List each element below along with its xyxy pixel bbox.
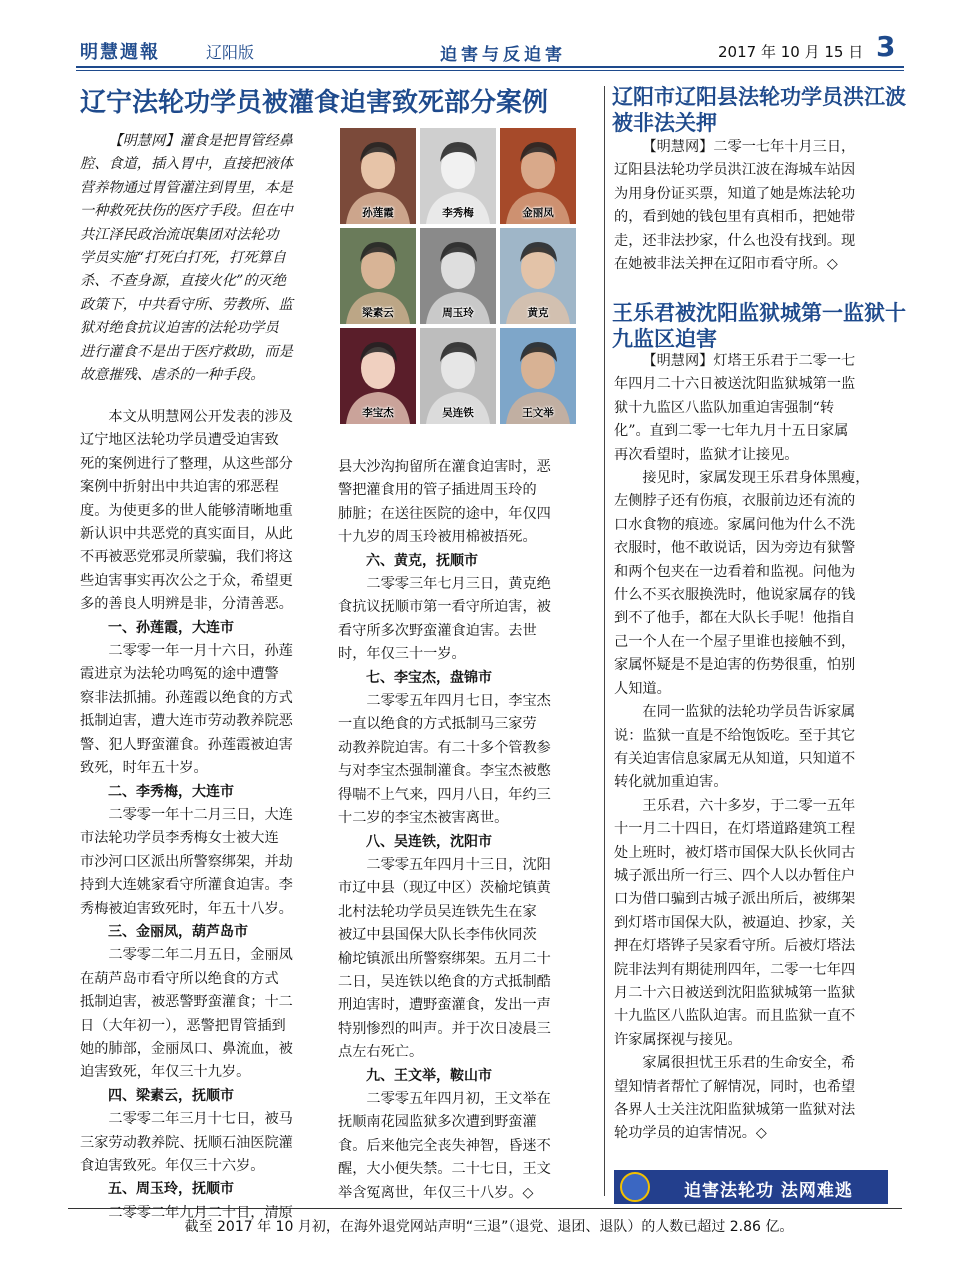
- text-line: 己一个人在一个屋子里谁也接触不到，: [614, 633, 856, 650]
- text-line: 月二十六日被送到沈阳监狱城第一监狱: [614, 984, 856, 1001]
- text-line: 再次看望时，监狱才让接见。: [614, 446, 799, 463]
- victim-portrait: [340, 328, 416, 424]
- text-line: 进行灌食不是出于医疗救助，而是: [80, 343, 293, 360]
- text-line: 举含冤离世，年仅三十八岁。◇: [338, 1184, 534, 1201]
- case-heading: 三、金丽凤，葫芦岛市: [108, 923, 248, 940]
- text-line: 抵制迫害，遭大连市劳动教养院恶: [80, 713, 293, 730]
- footer-notice: 截至 2017 年 10 月初，在海外退党网站声明“三退”（退党、退团、退队）的人数已超过 2.86 亿。: [184, 1219, 794, 1235]
- text-line: 城子派出所一行三、四个人以办暂住户: [614, 867, 856, 884]
- text-line: 一种救死扶伤的医疗手段。但在中: [80, 203, 293, 220]
- text-line: 在同一监狱的法轮功学员告诉家属: [642, 704, 856, 721]
- text-line: 说：监狱一直是不给饱饭吃。至于其它: [614, 727, 856, 744]
- victim-portrait: [500, 328, 576, 424]
- falun-emblem-icon: [620, 1172, 650, 1202]
- victim-portrait: [500, 228, 576, 324]
- text-line: 和两个包夹在一边看着和监视。问他为: [614, 563, 856, 580]
- text-line: 市辽中县（现辽中区）茨榆坨镇黄: [338, 880, 551, 897]
- text-line: 的，看到她的钱包里有真相币，把她带: [614, 209, 856, 226]
- text-line: 十二岁的李宝杰被害离世。: [338, 810, 509, 827]
- text-line: 肺脏；在送往医院的途中，年仅四: [338, 505, 551, 522]
- text-line: 故意摧残、虐杀的一种手段。: [80, 367, 265, 384]
- text-line: 死的案例进行了整理，从这些部分: [80, 455, 293, 472]
- right-article-2-body: [614, 350, 898, 1146]
- text-line: 年四月二十六日被送沈阳监狱城第一监: [614, 376, 856, 393]
- victim-portrait: [420, 228, 496, 324]
- text-line: 有关迫害信息家属无从知道，只知道不: [614, 750, 856, 767]
- text-line: 王乐君，六十多岁，于二零一五年: [642, 797, 856, 814]
- text-line: 得喘不上气来，四月八日，年约三: [338, 786, 551, 803]
- text-line: 迫害致死，年仅三十九岁。: [80, 1064, 251, 1081]
- text-line: 营养物通过胃管灌注到胃里，本是: [80, 179, 293, 196]
- section-title: 迫害与反迫害: [440, 45, 566, 65]
- text-line: 度。为使更多的世人能够清晰地重: [80, 502, 293, 519]
- text-line: 腔、食道，插入胃中，直接把液体: [80, 156, 293, 173]
- right-article-1-body: [614, 136, 898, 276]
- text-line: 三家劳动教养院、抚顺石油医院灌: [80, 1134, 293, 1151]
- page-number: 3: [876, 30, 896, 63]
- text-line: 到灯塔市国保大队，被逼迫、抄家，关: [614, 914, 856, 931]
- article-paragraph: [614, 350, 898, 467]
- text-line: 押在灯塔铧子吴家看守所。后被灯塔法: [614, 938, 856, 955]
- article-paragraph: [614, 467, 898, 701]
- text-line: 日（大年初一），恶警把胃管插到: [80, 1017, 286, 1034]
- text-line: 警把灌食用的管子插进周玉玲的: [338, 482, 537, 499]
- text-line: 二零零一年一月十六日，孙莲: [108, 643, 293, 660]
- intro-paragraph: [80, 130, 335, 387]
- text-line: 二零零二年三月十七日，被马: [108, 1111, 293, 1128]
- main-article-column-1: [80, 406, 324, 1225]
- issue-date: 2017 年 10 月 15 日: [718, 43, 864, 61]
- text-line: 秀梅被迫害致死时，年五十八岁。: [80, 900, 293, 917]
- portrait-caption: 孙莲霞: [362, 207, 394, 219]
- text-line: 一直以绝食的方式抵制马三家劳: [338, 716, 537, 733]
- text-line: 看守所多次野蛮灌食迫害。去世: [338, 622, 537, 639]
- case-heading: 八、吴连铁，沈阳市: [366, 833, 492, 850]
- case-heading: 六、黄克，抚顺市: [366, 552, 478, 569]
- article-paragraph: [614, 795, 898, 1052]
- text-line: 口水食物的痕迹。家属问他为什么不洗: [614, 516, 856, 533]
- portrait-caption: 金丽凤: [522, 207, 554, 219]
- victim-photo-grid: [340, 128, 578, 432]
- portrait-caption: 吴连铁: [442, 407, 474, 419]
- case-heading: 一、孙莲霞，大连市: [108, 619, 234, 636]
- text-line: 持到大连姚家看守所灌食迫害。李: [80, 877, 293, 894]
- case-heading: 五、周玉玲，抚顺市: [108, 1181, 234, 1198]
- text-line: 【明慧网】灌食是把胃管经鼻: [108, 133, 293, 149]
- text-line: 县大沙沟拘留所在灌食迫害时，恶: [338, 459, 551, 475]
- text-line: 多的善良人明辨是非，分清善恶。: [80, 596, 293, 613]
- text-line: 本文从明慧网公开发表的涉及: [108, 409, 293, 425]
- text-line: 动教养院迫害。有二十多个管教参: [338, 739, 551, 756]
- main-article-intro: [80, 130, 335, 387]
- text-line: 【明慧网】灯塔王乐君于二零一七: [642, 353, 856, 369]
- case-paragraph: [338, 690, 582, 830]
- text-line: 狱十九监区八监队加重迫害强制“转: [614, 399, 835, 416]
- text-line: 处上班时，被灯塔市国保大队长伙同古: [614, 844, 856, 861]
- text-line: 察非法抓捕。孙莲霞以绝食的方式: [80, 689, 293, 706]
- text-line: 衣服时，他不敢说话，因为旁边有狱警: [614, 540, 856, 557]
- victim-portrait: [340, 228, 416, 324]
- article-paragraph: [614, 136, 898, 276]
- text-line: 二零零二年二月五日，金丽凤: [108, 947, 293, 964]
- header-divider: [76, 66, 904, 71]
- text-line: 与对李宝杰强制灌食。李宝杰被憋: [338, 763, 551, 780]
- text-line: 市沙河口区派出所警察绑架，并劫: [80, 853, 293, 870]
- case-paragraph: [80, 804, 324, 921]
- portrait-caption: 李秀梅: [442, 207, 474, 219]
- text-line: 转化就加重迫害。: [614, 774, 728, 791]
- text-line: 走，还非法抄家，什么也没有找到。现: [614, 232, 856, 249]
- case-heading: 七、李宝杰，盘锦市: [366, 669, 492, 686]
- main-article-title: 辽宁法轮功学员被灌食迫害致死部分案例: [80, 88, 549, 118]
- case-paragraph: [80, 944, 324, 1084]
- portrait-caption: 梁素云: [362, 307, 394, 319]
- text-line: 醒，大小便失禁。二十七日，王文: [338, 1161, 551, 1178]
- text-line: 二零零五年四月七日，李宝杰: [366, 693, 551, 710]
- text-line: 抚顺南花园监狱多次遭到野蛮灌: [338, 1114, 537, 1131]
- text-line: 十一月二十四日，在灯塔道路建筑工程: [614, 821, 856, 838]
- text-line: 霞进京为法轮功鸣冤的途中遭警: [80, 666, 279, 683]
- text-line: 为用身份证买票，知道了她是炼法轮功: [614, 185, 856, 202]
- masthead: 明慧週報: [80, 42, 160, 63]
- text-line: 到不了他手，都在大队长手呢！他指自: [614, 610, 856, 627]
- banner-slogan: 迫害法轮功 法网难逃: [684, 1181, 853, 1201]
- right-article-1-title: 辽阳市辽阳县法轮功学员洪江波被非法关押: [612, 85, 906, 135]
- text-line: 辽阳县法轮功学员洪江波在海城车站因: [614, 162, 856, 179]
- text-line: 她的肺部，金丽凤口、鼻流血，被: [80, 1040, 293, 1057]
- text-line: 口为借口骗到古城子派出所后，被绑架: [614, 891, 856, 908]
- text-line: 二日，吴连铁以绝食的方式抵制酷: [338, 973, 551, 990]
- case-paragraph: [80, 1108, 324, 1178]
- text-line: 二零零三年七月三日，黄克绝: [366, 576, 551, 593]
- text-line: 在她被非法关押在辽阳市看守所。◇: [614, 256, 838, 273]
- case-heading: 二、李秀梅，大连市: [108, 783, 234, 800]
- text-line: 二零零五年四月初，王文举在: [366, 1090, 551, 1107]
- text-line: 十九岁的周玉玲被用棉被捂死。: [338, 529, 537, 546]
- text-line: 二零零一年十二月三日，大连: [108, 806, 293, 823]
- text-line: 二零零二年九月二十日，清原: [108, 1204, 293, 1221]
- portrait-caption: 王文举: [522, 407, 554, 419]
- text-line: 些迫害事实再次公之于众，希望更: [80, 572, 293, 589]
- text-line: 【明慧网】二零一七年十月三日，: [642, 139, 856, 155]
- text-line: 被辽中县国保大队长李伟伙同茨: [338, 927, 537, 944]
- text-line: 不再被恶党邪灵所蒙骗，我们将这: [80, 549, 293, 566]
- portrait-caption: 周玉玲: [442, 307, 474, 319]
- case-heading: 四、梁素云，抚顺市: [108, 1087, 234, 1104]
- right-article-2-title: 王乐君被沈阳监狱城第一监狱十九监区迫害: [612, 301, 906, 351]
- text-line: 轮功学员的迫害情况。◇: [614, 1125, 767, 1142]
- column-divider: [604, 86, 605, 1196]
- text-line: 家属很担忧王乐君的生命安全，希: [642, 1055, 856, 1072]
- text-line: 点左右死亡。: [338, 1044, 424, 1061]
- text-line: 共江泽民政治流氓集团对法轮功: [80, 226, 279, 243]
- text-line: 家属怀疑是不是迫害的伤势很重，怕别: [614, 657, 856, 674]
- edition-label: 辽阳版: [206, 43, 255, 62]
- victim-portrait: [500, 128, 576, 224]
- text-line: 食抗议抚顺市第一看守所迫害，被: [338, 599, 551, 616]
- text-line: 新认识中共恶党的真实面目，从此: [80, 526, 293, 543]
- paragraph-summary: [80, 406, 324, 617]
- text-line: 许家属探视与接见。: [614, 1031, 742, 1048]
- text-line: 榆坨镇派出所警察绑架。五月二十: [338, 950, 551, 967]
- text-line: 什么不买衣服换洗时，他说家属存的钱: [614, 587, 856, 604]
- text-line: 在葫芦岛市看守所以绝食的方式: [80, 970, 279, 987]
- text-line: 警、犯人野蛮灌食。孙莲霞被迫害: [80, 736, 293, 753]
- portrait-caption: 黄克: [527, 307, 549, 319]
- text-line: 院非法判有期徒刑四年，二零一七年四: [614, 961, 856, 978]
- slogan-banner: [614, 1170, 888, 1204]
- text-line: 十九监区八监队迫害。而且监狱一直不: [614, 1008, 856, 1025]
- footer-divider: [68, 1208, 902, 1209]
- case-paragraph: [338, 854, 582, 1065]
- text-line: 各界人士关注沈阳监狱城第一监狱对法: [614, 1102, 856, 1118]
- text-line: 特别惨烈的叫声。并于次日凌晨三: [338, 1020, 551, 1037]
- text-line: 左侧脖子还有伤痕，衣服前边还有流的: [614, 493, 856, 510]
- victim-portrait: [420, 328, 496, 424]
- text-line: 案例中折射出中共迫害的邪恶程: [80, 479, 279, 496]
- case-heading: 九、王文举，鞍山市: [366, 1067, 492, 1084]
- text-line: 化”。直到二零一七年九月十五日家属: [614, 423, 849, 440]
- text-line: 二零零五年四月十三日，沈阳: [366, 856, 551, 873]
- text-line: 政策下，中共看守所、劳教所、监: [80, 296, 293, 313]
- text-line: 望知情者帮忙了解情况，同时，也希望: [614, 1078, 856, 1095]
- case-paragraph: [338, 573, 582, 667]
- text-line: 辽宁地区法轮功学员遭受迫害致: [80, 432, 279, 449]
- text-line: 北村法轮功学员吴连铁先生在家: [338, 903, 537, 920]
- text-line: 学员实施“打死白打死，打死算自: [80, 250, 286, 267]
- text-line: 食。后来他完全丧失神智，昏迷不: [338, 1137, 551, 1154]
- page-header: [0, 0, 978, 80]
- case-paragraph: [338, 1088, 582, 1205]
- main-article-column-2: [338, 456, 582, 1205]
- victim-portrait: [340, 128, 416, 224]
- case-paragraph-continued: [338, 456, 582, 550]
- portrait-caption: 李宝杰: [362, 407, 394, 419]
- text-line: 致死，时年五十岁。: [80, 760, 208, 777]
- text-line: 刑迫害时，遭野蛮灌食，发出一声: [338, 997, 551, 1014]
- article-paragraph: [614, 1052, 898, 1146]
- victim-portrait: [420, 128, 496, 224]
- text-line: 人知道。: [614, 680, 671, 697]
- text-line: 时，年仅三十一岁。: [338, 646, 466, 663]
- case-paragraph: [80, 640, 324, 780]
- text-line: 杀、不查身源，直接火化”的灭绝: [80, 273, 286, 290]
- text-line: 食迫害致死。年仅三十六岁。: [80, 1158, 265, 1174]
- text-line: 接见时，家属发现王乐君身体黑瘦，: [642, 470, 870, 487]
- text-line: 抵制迫害，被恶警野蛮灌食；十二: [80, 994, 293, 1011]
- text-line: 市法轮功学员李秀梅女士被大连: [80, 830, 279, 847]
- article-paragraph: [614, 701, 898, 795]
- text-line: 狱对绝食抗议迫害的法轮功学员: [80, 320, 279, 337]
